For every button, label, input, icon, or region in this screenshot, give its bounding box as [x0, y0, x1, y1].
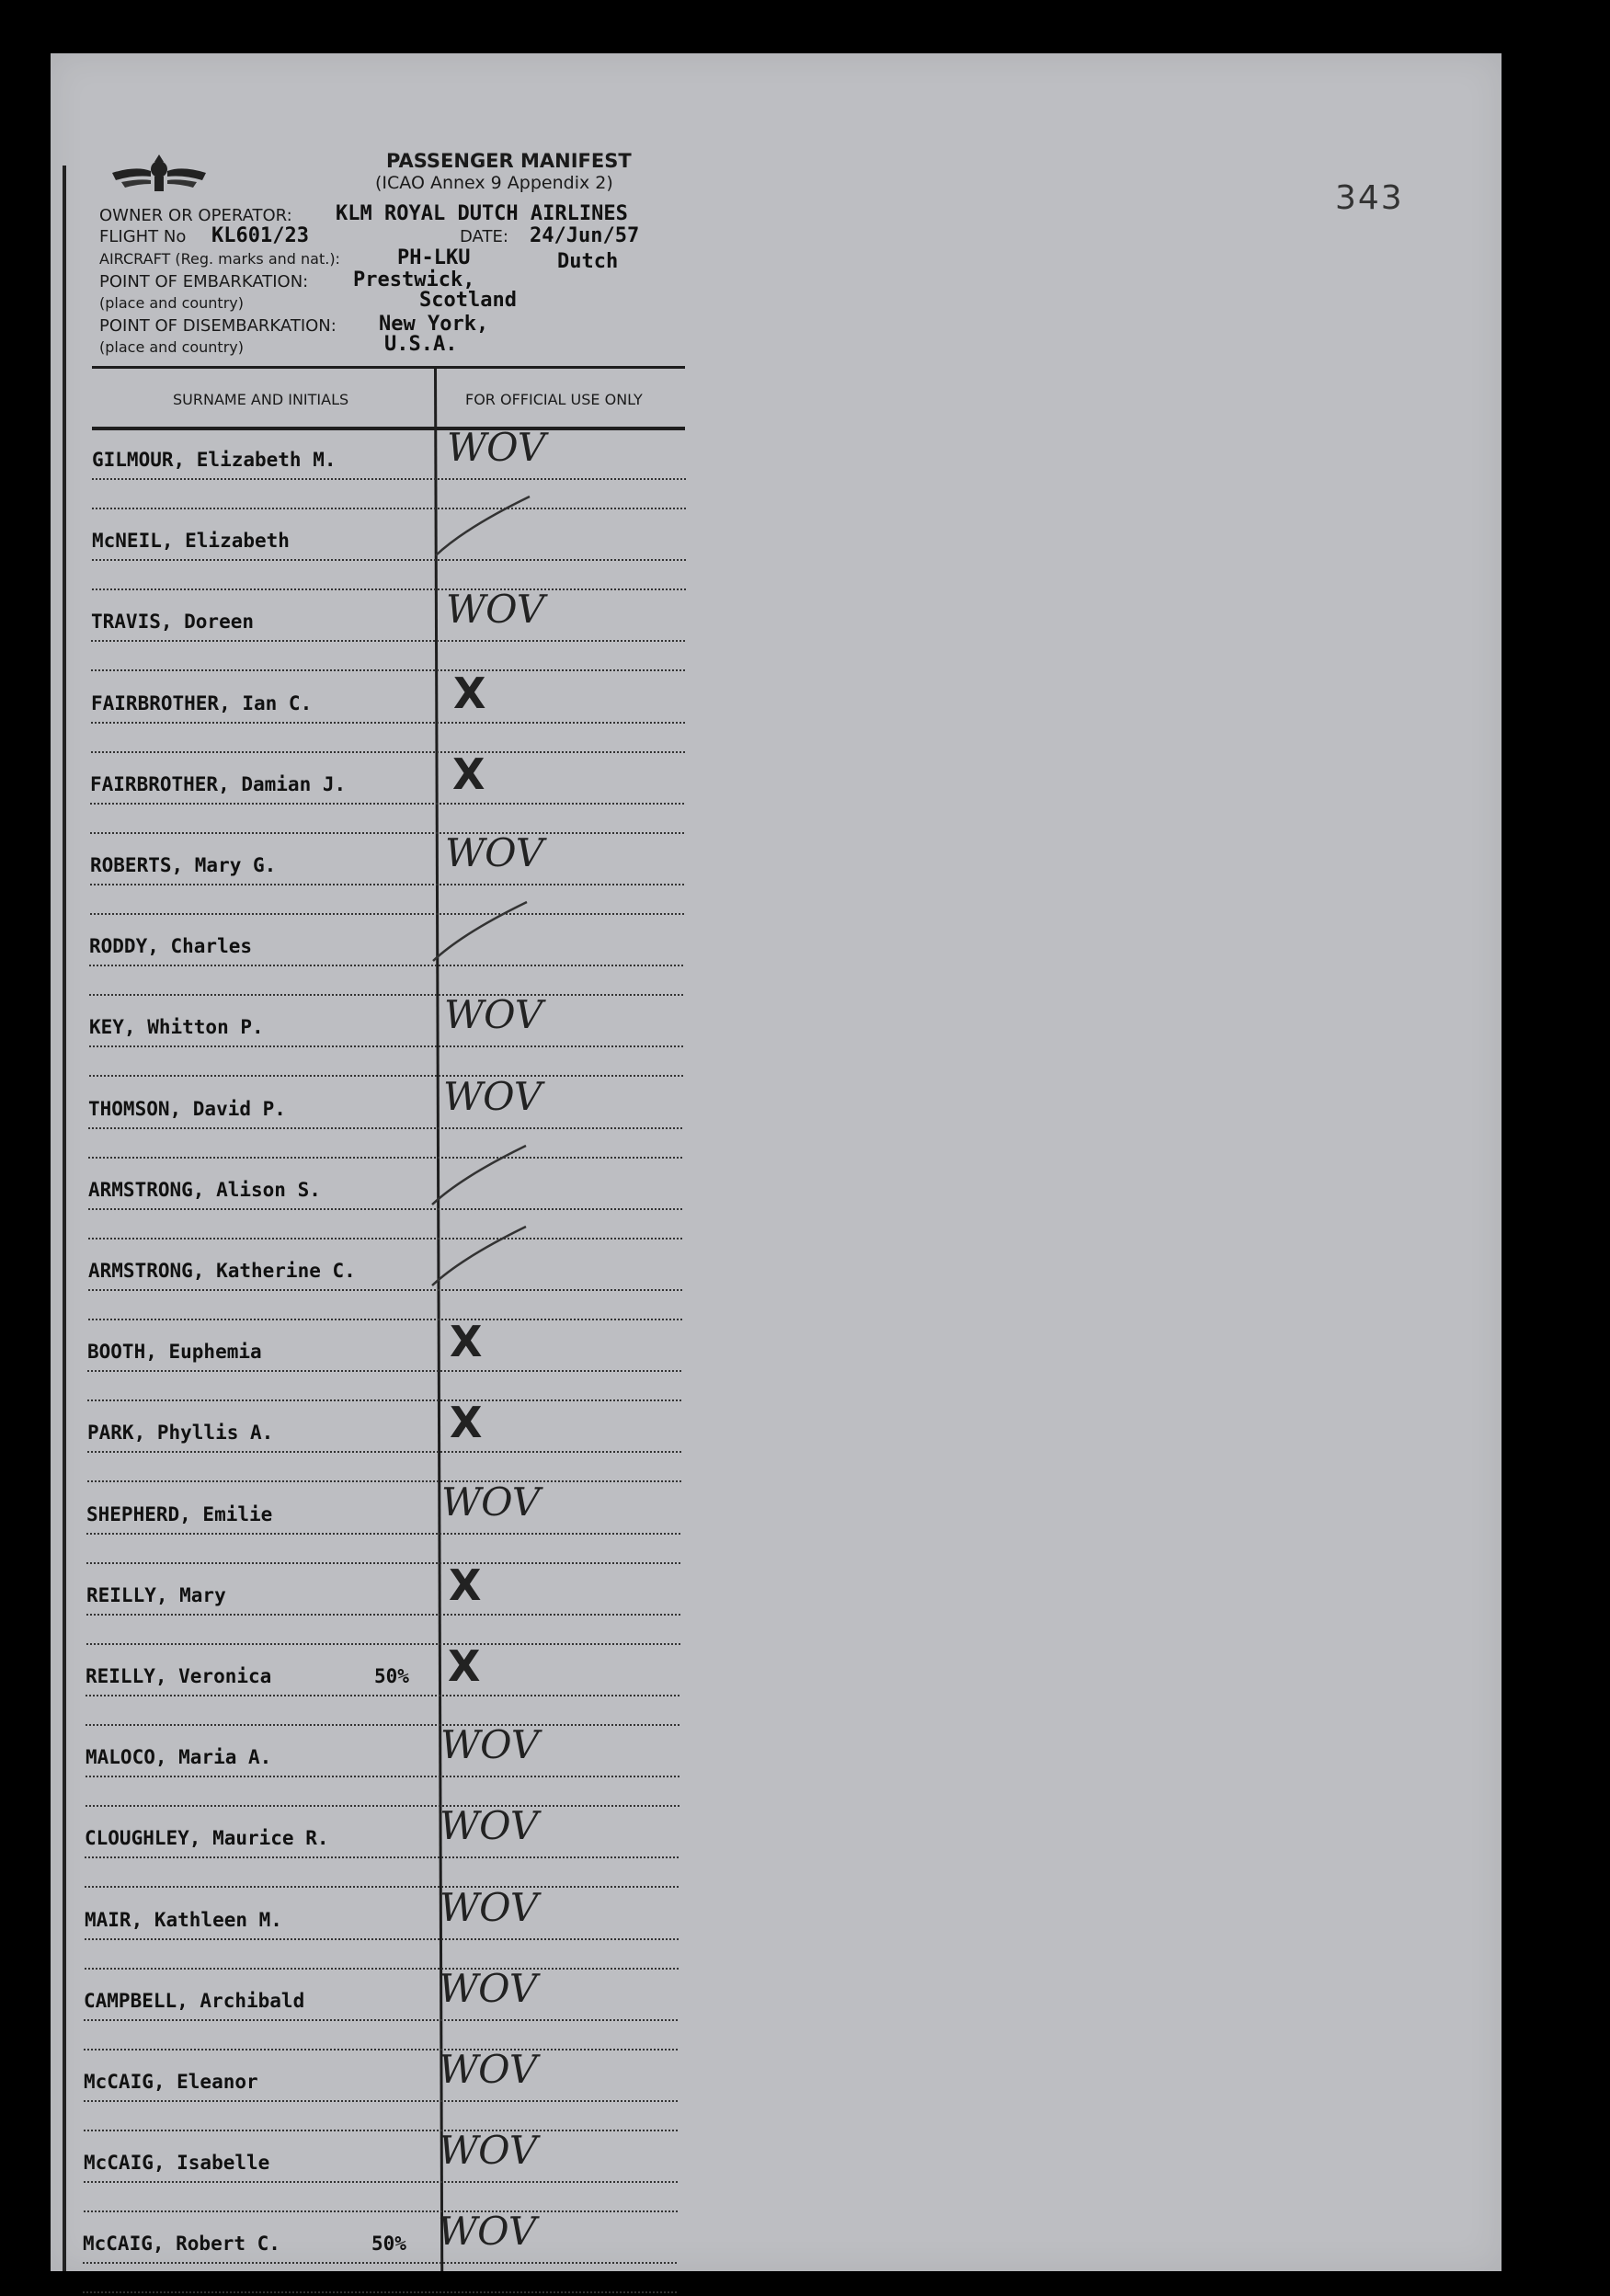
row-dotted-line [85, 1856, 679, 1858]
passenger-name: GILMOUR, Elizabeth M. [92, 449, 337, 471]
row-dotted-line [91, 669, 685, 671]
row-dotted-line [88, 1208, 682, 1210]
aircraft-label: AIRCRAFT (Reg. marks and nat.): [99, 250, 340, 268]
passenger-name: ARMSTRONG, Katherine C. [88, 1260, 356, 1282]
row-dotted-line [86, 1724, 679, 1726]
passenger-name: MALOCO, Maria A. [86, 1746, 272, 1768]
x-mark-icon: X [449, 1560, 482, 1610]
row-dotted-line [85, 1968, 679, 1970]
row-dotted-line [86, 1805, 679, 1807]
row-dotted-line [90, 803, 684, 805]
row-dotted-line [84, 2210, 678, 2212]
official-mark-wov: WOV [444, 992, 543, 1037]
passenger-fare-note: 50% [374, 1665, 409, 1687]
passenger-name: ARMSTRONG, Alison S. [88, 1179, 321, 1201]
row-dotted-line [92, 559, 686, 561]
manifest-subtitle: (ICAO Annex 9 Appendix 2) [375, 173, 613, 193]
row-dotted-line [92, 478, 686, 480]
official-mark-wov: WOV [441, 1479, 541, 1525]
check-mark-icon [425, 1221, 535, 1295]
passenger-name: BOOTH, Euphemia [87, 1341, 262, 1363]
passenger-name: FAIRBROTHER, Damian J. [90, 773, 347, 795]
row-dotted-line [88, 1319, 682, 1320]
column-header-name: SURNAME AND INITIALS [173, 391, 349, 408]
row-dotted-line [88, 1238, 682, 1239]
disembarkation-label: POINT OF DISEMBARKATION: [99, 316, 337, 336]
official-mark-wov: WOV [445, 830, 544, 875]
official-mark-wov: WOV [440, 1803, 539, 1848]
row-dotted-line [85, 1938, 679, 1940]
embarkation-sublabel: (place and country) [99, 294, 244, 312]
row-dotted-line [90, 884, 684, 885]
page-number: 343 [1335, 179, 1404, 217]
official-mark-wov: WOV [447, 425, 546, 470]
column-header-official: FOR OFFICIAL USE ONLY [465, 391, 643, 408]
row-dotted-line [86, 1614, 680, 1616]
row-dotted-line [85, 1886, 679, 1888]
passenger-name: MAIR, Kathleen M. [85, 1909, 282, 1931]
official-mark-wov: WOV [439, 2128, 538, 2173]
row-dotted-line [86, 1533, 680, 1535]
row-dotted-line [88, 1157, 682, 1159]
check-mark-icon [425, 1140, 535, 1214]
row-dotted-line [92, 588, 686, 590]
row-dotted-line [84, 2100, 678, 2102]
embarkation-label: POINT OF EMBARKATION: [99, 272, 309, 291]
row-dotted-line [84, 2130, 678, 2131]
x-mark-icon: X [452, 749, 485, 799]
row-dotted-line [87, 1399, 681, 1401]
date-label: DATE: [460, 227, 508, 246]
row-dotted-line [88, 1289, 682, 1291]
row-dotted-line [91, 722, 685, 724]
check-mark-icon [428, 491, 539, 565]
passenger-name: ROBERTS, Mary G. [90, 854, 277, 876]
header-bottom-rule [92, 427, 685, 430]
disembarkation-sublabel: (place and country) [99, 338, 244, 356]
row-dotted-line [92, 508, 686, 509]
row-dotted-line [89, 1075, 683, 1077]
row-dotted-line [87, 1370, 681, 1372]
flight-value: KL601/23 [211, 224, 309, 247]
row-dotted-line [91, 640, 685, 642]
klm-crown-wings-logo [108, 149, 210, 199]
flight-label: FLIGHT No [99, 227, 187, 246]
aircraft-value: PH-LKU [397, 246, 471, 269]
official-mark-wov: WOV [443, 1074, 542, 1119]
row-dotted-line [86, 1695, 679, 1696]
disembarkation-value-country: U.S.A. [384, 333, 458, 356]
row-dotted-line [90, 832, 684, 834]
passenger-name: THOMSON, David P. [88, 1098, 286, 1120]
x-mark-icon: X [450, 1398, 483, 1447]
official-mark-wov: WOV [446, 587, 545, 632]
aircraft-nationality: Dutch [557, 250, 619, 273]
passenger-name: McNEIL, Elizabeth [92, 530, 290, 552]
passenger-name: REILLY, Mary [86, 1584, 226, 1606]
owner-label: OWNER OR OPERATOR: [99, 206, 292, 225]
official-mark-wov: WOV [439, 2047, 538, 2092]
row-dotted-line [84, 2049, 678, 2050]
embarkation-value-country: Scotland [419, 289, 517, 312]
row-dotted-line [89, 1045, 683, 1047]
row-dotted-line [87, 1451, 681, 1453]
row-dotted-line [88, 1127, 682, 1129]
disembarkation-value-city: New York, [379, 313, 489, 336]
passenger-name: McCAIG, Eleanor [84, 2071, 258, 2093]
header-top-rule [92, 366, 685, 369]
passenger-name: McCAIG, Isabelle [84, 2152, 270, 2174]
row-dotted-line [91, 751, 685, 753]
passenger-name: McCAIG, Robert C. [83, 2233, 280, 2255]
row-dotted-line [86, 1643, 680, 1645]
row-dotted-line [86, 1776, 679, 1777]
x-mark-icon: X [453, 668, 486, 718]
embarkation-value-city: Prestwick, [353, 268, 475, 291]
official-mark-wov: WOV [438, 2209, 537, 2254]
row-dotted-line [84, 2019, 678, 2021]
passenger-name: CAMPBELL, Archibald [84, 1990, 305, 2012]
x-mark-icon: X [448, 1641, 481, 1691]
owner-value: KLM ROYAL DUTCH AIRLINES [336, 202, 628, 225]
passenger-name: SHEPHERD, Emilie [86, 1503, 273, 1525]
row-dotted-line [87, 1480, 681, 1482]
row-dotted-line [89, 965, 683, 966]
passenger-name: FAIRBROTHER, Ian C. [91, 692, 313, 714]
official-mark-wov: WOV [440, 1885, 539, 1930]
official-mark-wov: WOV [439, 1966, 538, 2011]
date-value: 24/Jun/57 [530, 224, 640, 247]
passenger-name: KEY, Whitton P. [89, 1016, 264, 1038]
passenger-name: PARK, Phyllis A. [87, 1422, 274, 1444]
passenger-name: TRAVIS, Doreen [91, 611, 255, 633]
manifest-title: PASSENGER MANIFEST [386, 150, 632, 172]
row-dotted-line [89, 994, 683, 996]
x-mark-icon: X [450, 1317, 483, 1366]
row-dotted-line [83, 2291, 677, 2293]
sheet-left-edge [63, 166, 66, 2271]
official-mark-wov: WOV [440, 1722, 540, 1767]
row-dotted-line [86, 1562, 680, 1564]
passenger-name: REILLY, Veronica [86, 1665, 272, 1687]
passenger-fare-note: 50% [371, 2233, 406, 2255]
passenger-name: RODDY, Charles [89, 935, 253, 957]
check-mark-icon [426, 897, 536, 970]
passenger-name: CLOUGHLEY, Maurice R. [85, 1827, 329, 1849]
row-dotted-line [90, 913, 684, 915]
row-dotted-line [83, 2262, 677, 2264]
row-dotted-line [84, 2181, 678, 2183]
